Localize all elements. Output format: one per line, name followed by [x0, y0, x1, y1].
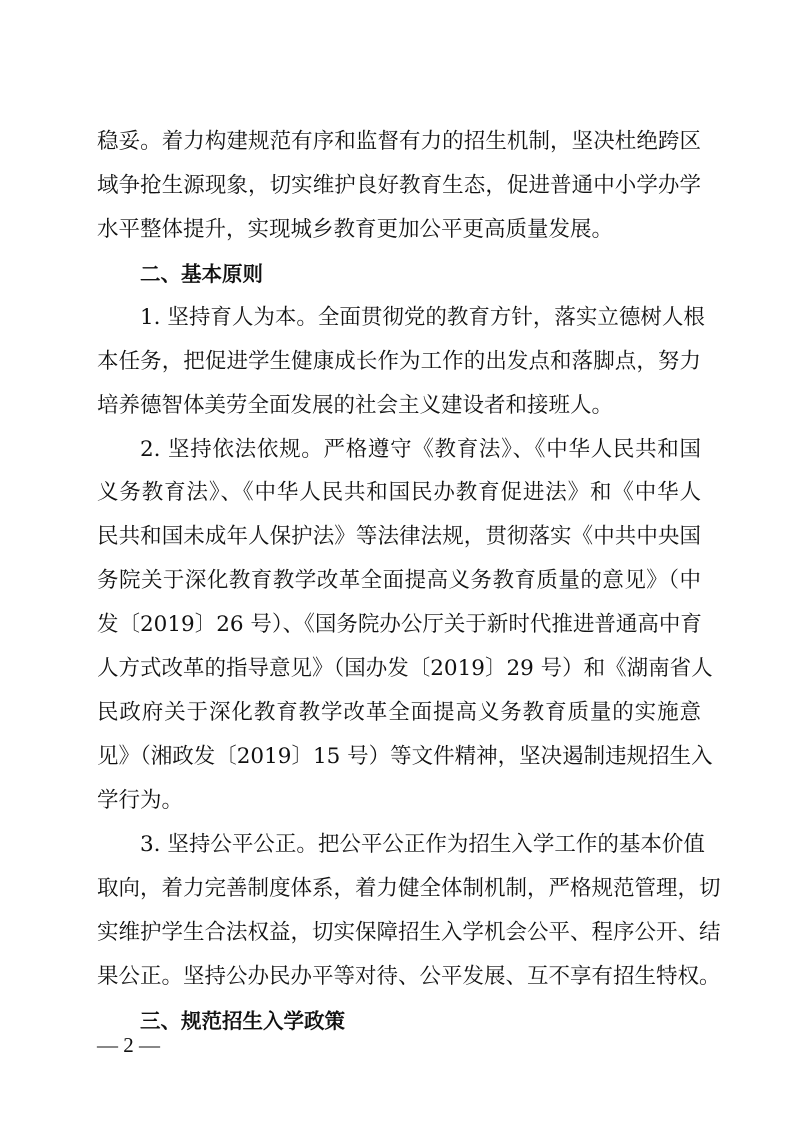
- principle-2-line-4: 务院关于深化教育教学改革全面提高义务教育质量的意见》（中: [97, 568, 701, 593]
- principle-2-line-6: 人方式改革的指导意见》（国办发〔2019〕29 号）和《湖南省人: [97, 656, 713, 681]
- intro-line-3: 水平整体提升，实现城乡教育更加公平更高质量发展。: [97, 217, 614, 242]
- section-heading-basic-principles: 二、基本原则: [140, 262, 263, 286]
- intro-line-1: 稳妥。着力构建规范有序和监督有力的招生机制，坚决杜绝跨区: [97, 129, 701, 154]
- page-number: — 2 —: [97, 1033, 160, 1057]
- principle-1-line-2: 本任务，把促进学生健康成长作为工作的出发点和落脚点，努力: [97, 349, 701, 374]
- principle-2-line-7: 民政府关于深化教育教学改革全面提高义务教育质量的实施意: [97, 700, 701, 725]
- principle-2-line-9: 学行为。: [97, 788, 184, 813]
- principle-2-line-5: 发〔2019〕26 号）、《国务院办公厅关于新时代推进普通高中育: [97, 612, 702, 637]
- principle-2-line-8: 见》（湘政发〔2019〕15 号）等文件精神，坚决遏制违规招生入: [97, 744, 713, 769]
- intro-line-2: 域争抢生源现象，切实维护良好教育生态，促进普通中小学办学: [97, 173, 701, 198]
- principle-2-line-2: 义务教育法》、《中华人民共和国民办教育促进法》和《中华人: [97, 480, 701, 505]
- principle-3-line-2: 取向，着力完善制度体系，着力健全体制机制，严格规范管理，切: [97, 876, 721, 901]
- principle-3-line-1: 3. 坚持公平公正。把公平公正作为招生入学工作的基本价值: [140, 832, 705, 857]
- principle-1-line-3: 培养德智体美劳全面发展的社会主义建设者和接班人。: [97, 393, 614, 418]
- principle-2-line-3: 民共和国未成年人保护法》等法律法规，贯彻落实《中共中央国: [97, 524, 701, 549]
- principle-3-line-3: 实维护学生合法权益，切实保障招生入学机会公平、程序公开、结: [97, 920, 721, 945]
- principle-2-line-1: 2. 坚持依法依规。严格遵守《教育法》、《中华人民共和国: [140, 437, 701, 462]
- section-heading-enrollment-policy: 三、规范招生入学政策: [140, 1009, 345, 1033]
- principle-3-line-4: 果公正。坚持公办民办平等对待、公平发展、互不享有招生特权。: [97, 964, 721, 989]
- principle-1-line-1: 1. 坚持育人为本。全面贯彻党的教育方针，落实立德树人根: [140, 305, 705, 330]
